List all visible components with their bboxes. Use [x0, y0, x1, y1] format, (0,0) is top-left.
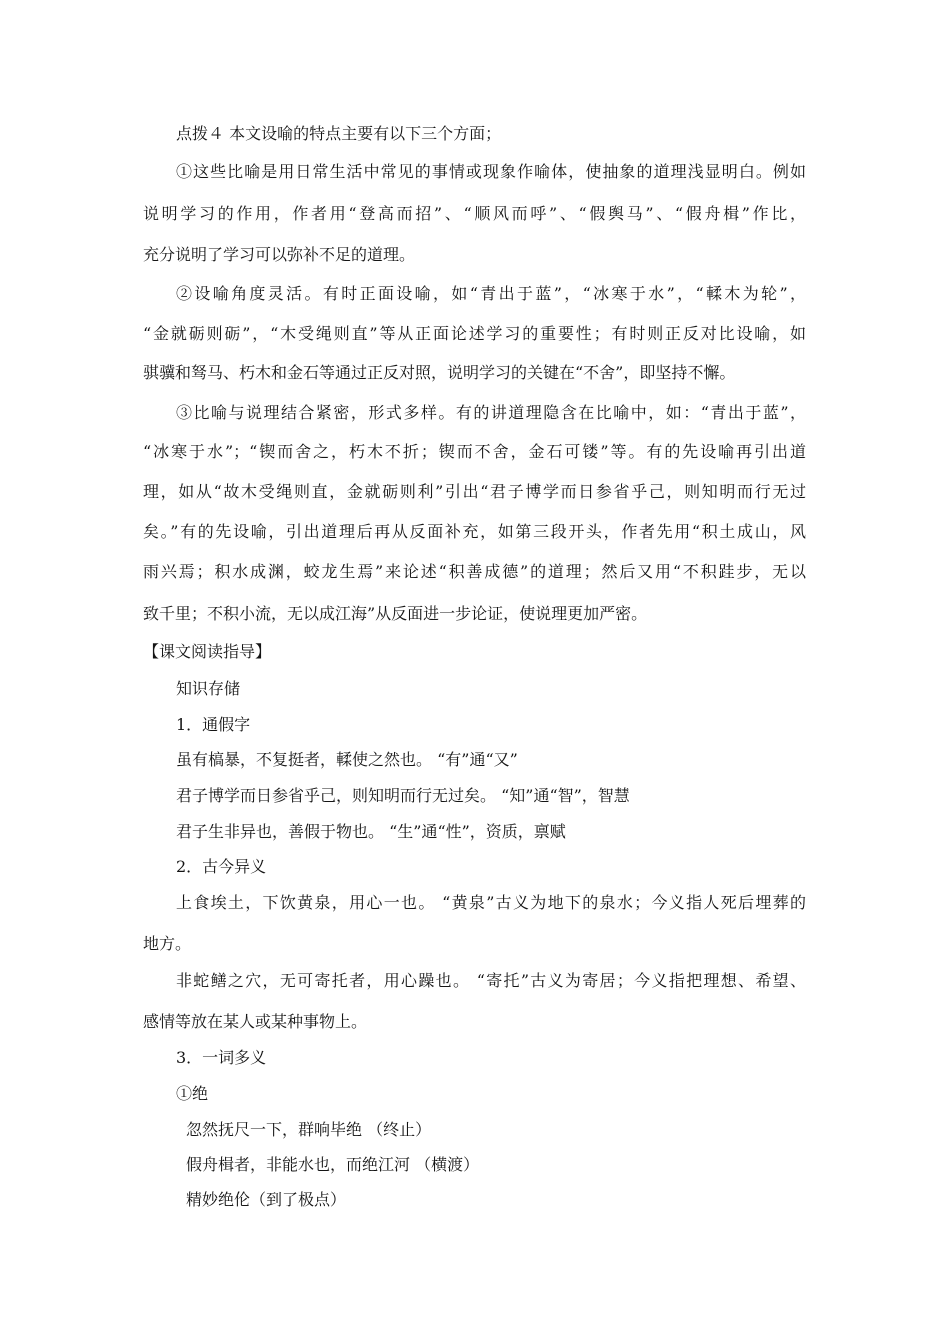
point4-item3-line2: “冰寒于水”；“锲而舍之，朽木不折；锲而不舍，金石可镂”等。有的先设喻再引出道: [143, 442, 806, 461]
tongjia-line: 虽有槁暴，不复挺者，輮使之然也。 “有”通“又”: [176, 750, 518, 769]
point4-item1-line1: ①这些比喻是用日常生活中常见的事情或现象作喻体，使抽象的道理浅显明白。例如: [176, 162, 806, 181]
point4-item1-line2: 说明学习的作用，作者用“登高而招”、“顺风而呼”、“假舆马”、“假舟楫”作比，: [143, 204, 806, 223]
gujin-heading: 2．古今异义: [176, 857, 267, 876]
point4-item2-line1: ②设喻角度灵活。有时正面设喻，如“青出于蓝”，“冰寒于水”，“輮木为轮”，: [176, 284, 806, 303]
yici-example: 假舟楫者，非能水也，而绝江河 （横渡）: [186, 1155, 480, 1174]
yici-heading: 3．一词多义: [176, 1048, 267, 1067]
tongjia-line: 君子生非异也，善假于物也。 “生”通“性”，资质，禀赋: [176, 822, 566, 841]
point4-item2-line3: 骐骥和驽马、朽木和金石等通过正反对照，说明学习的关键在“不舍”，即坚持不懈。: [143, 363, 736, 382]
gujin-line: 上食埃土，下饮黄泉，用心一也。 “黄泉”古义为地下的泉水；今义指人死后埋葬的: [176, 893, 806, 912]
gujin-line: 地方。: [143, 934, 192, 953]
point4-item3-line3: 理，如从“故木受绳则直，金就砺则利”引出“君子博学而日参省乎己，则知明而行无过: [143, 482, 806, 501]
gujin-line: 感情等放在某人或某种事物上。: [143, 1012, 368, 1031]
yici-word: ①绝: [176, 1084, 209, 1103]
tongjia-heading: 1．通假字: [176, 715, 251, 734]
point4-item2-line2: “金就砺则砺”，“木受绳则直”等从正面论述学习的重要性；有时则正反对比设喻，如: [143, 324, 806, 343]
point4-heading: 点拨４ 本文设喻的特点主要有以下三个方面；: [176, 124, 502, 143]
point4-item3-line5: 雨兴焉；积水成渊，蛟龙生焉”来论述“积善成德”的道理；然后又用“不积跬步，无以: [143, 562, 806, 581]
point4-item3-line1: ③比喻与说理结合紧密，形式多样。有的讲道理隐含在比喻中，如：“青出于蓝”，: [176, 403, 806, 422]
point4-item1-line3: 充分说明了学习可以弥补不足的道理。: [143, 245, 416, 264]
point4-item3-line4: 矣。”有的先设喻，引出道理后再从反面补充，如第三段开头，作者先用“积土成山，风: [143, 522, 806, 541]
yici-example: 忽然抚尺一下，群响毕绝 （终止）: [186, 1120, 432, 1139]
yici-example: 精妙绝伦（到了极点）: [186, 1190, 347, 1209]
point4-item3-line6: 致千里；不积小流，无以成江海”从反面进一步论证，使说理更加严密。: [143, 604, 648, 623]
knowledge-heading: 知识存储: [176, 679, 241, 698]
section-title: 【课文阅读指导】: [143, 642, 272, 661]
tongjia-line: 君子博学而日参省乎己，则知明而行无过矣。 “知”通“智”，智慧: [176, 786, 630, 805]
gujin-line: 非蛇鳝之穴，无可寄托者，用心躁也。 “寄托”古义为寄居；今义指把理想、希望、: [176, 971, 806, 990]
